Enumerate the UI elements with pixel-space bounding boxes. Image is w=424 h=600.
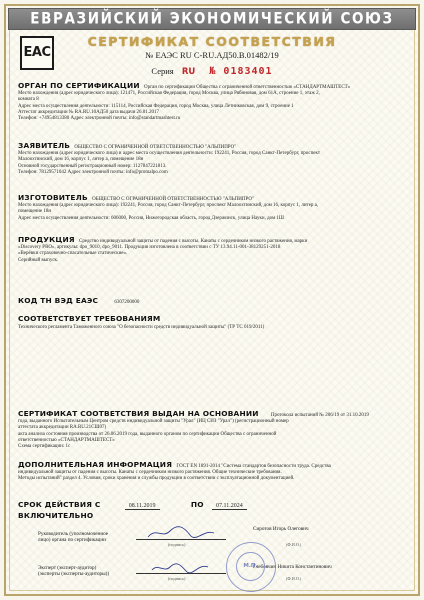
section-tnved: [18, 298, 408, 306]
tnved-head: КОД ТН ВЭД ЕАЭС: [18, 296, 99, 305]
manufacturer-lead: ОБЩЕСТВО С ОГРАНИЧЕННОЙ ОТВЕТСТВЕННОСТЬЮ "АЛЬПИПРО": [92, 197, 254, 202]
product-line: «Верёвки страховочно-спасательные статические».: [18, 251, 128, 257]
section-requirements: [18, 316, 408, 331]
manufacturer-line: Место нахождения (адрес юридического лица): 192241, Россия, город Санкт-Петербург, проспект Малоохтинский, дом 16, корпус 1, литер а,: [18, 203, 319, 209]
section-product: [18, 237, 408, 264]
organ-line: Адрес места осуществления деятельности: 115114, Российская Федерация, город Москва, улица Летниковская, дом 9, строение 1: [18, 103, 294, 109]
series-label: Серия: [151, 66, 174, 76]
validity-head: СРОК ДЕЙСТВИЯ С: [18, 500, 101, 509]
organ-head: ОРГАН ПО СЕРТИФИКАЦИИ: [18, 81, 140, 90]
expert-signature-icon: [150, 560, 210, 576]
requirements-head: СООТВЕТСТВУЕТ ТРЕБОВАНИЯМ: [18, 314, 161, 323]
section-organ: [18, 83, 408, 122]
organ-line: Место нахождения (адрес юридического лица): 121471, Российская Федерация, город Москва, улица Рябиновая, дом 61А, строение 1, этаж 2,: [18, 91, 320, 97]
head-name-caption: (Ф.И.О.): [286, 542, 302, 547]
expert-name-caption: (Ф.И.О.): [286, 576, 302, 581]
section-basis: [18, 411, 408, 450]
product-lead: Средство индивидуальной защиты от падения с высоты. Канаты с сердечником низкого растяжения, марки: [79, 239, 308, 244]
organ-line: Телефон: +74954813380 Адрес электронной почты: info@standartmashtest.ru: [18, 116, 181, 122]
seal-stamp-icon: [226, 542, 276, 592]
manufacturer-line: Адрес места осуществления деятельности: 606000, Россия, Нижегородская область, город Дзержинск, улица Науки, дом 1Ш: [18, 215, 284, 221]
head-signature-icon: [146, 525, 216, 541]
basis-line: Схема сертификации: 1с: [18, 444, 71, 450]
applicant-line: Основной государственный регистрационный номер: 1127847221813.: [18, 163, 167, 169]
basis-head: СЕРТИФИКАТ СООТВЕТСТВИЯ ВЫДАН НА ОСНОВАНИИ: [18, 409, 259, 418]
extra-lead: ГОСТ EN 1891-2014 "Система стандартов безопасности труда. Средства: [176, 464, 331, 469]
extra-head: ДОПОЛНИТЕЛЬНАЯ ИНФОРМАЦИЯ: [18, 460, 173, 469]
head-signer-name: Сиротов Игорь Олегович: [253, 526, 309, 532]
series-number: № 0183401: [209, 66, 273, 77]
applicant-line: Малоохтинский, дом 16, корпус 1, литер а, помещение 18н: [18, 157, 144, 163]
head-signer-label: Руководитель (уполномоченное лицо) органа по сертификации: [38, 531, 109, 543]
organ-lead: Орган по сертификации Общества с ограниченной ответственностью «СТАНДАРТМАШТЕСТ»: [144, 85, 351, 90]
applicant-lead: ОБЩЕСТВО С ОГРАНИЧЕННОЙ ОТВЕТСТВЕННОСТЬЮ "АЛЬПИПРО": [74, 145, 237, 150]
expert-label: Эксперт (эксперт-аудитор) (эксперты (эксперты-аудиторы)): [38, 565, 110, 577]
requirements-line: Технического регламента Таможенного союза "О безопасности средств индивидуальной защиты" (ТР ТС 019/2011): [18, 325, 265, 331]
extra-line: индивидуальной защиты от падения с высоты. Канаты с сердечником низкого растяжения. Общие технические требования.: [18, 470, 282, 476]
registration-number: № ЕАЭС RU С-RU.АД50.В.01482/19: [145, 50, 279, 60]
basis-line: ответственностью «СТАНДАРТМАШТЕСТ»: [18, 437, 115, 443]
eac-logo-icon: EAC: [20, 36, 54, 70]
stamp-mp: М.П.: [236, 552, 265, 581]
section-validity: [18, 502, 408, 521]
applicant-head: ЗАЯВИТЕЛЬ: [18, 141, 71, 150]
manufacturer-head: ИЗГОТОВИТЕЛЬ: [18, 193, 88, 202]
head-sign-caption: (подпись): [168, 542, 186, 547]
validity-inclusive: ВКЛЮЧИТЕЛЬНО: [18, 511, 94, 521]
extra-line: Методы испытаний" раздел 4. Условия, сроки хранения и службы продукции в соответствии с эксплуатационной документацией.: [18, 476, 295, 482]
section-applicant: [18, 143, 408, 176]
applicant-line: Телефон: 78129571042 Адрес электронной почты: info@promalpo.com: [18, 169, 168, 175]
series-line: [0, 66, 424, 77]
union-banner: [8, 8, 416, 30]
validity-to-label: ПО: [190, 500, 204, 509]
product-line: «Discovery PRO», артикулы: dpo_9010, dpo_9011. Продукция изготовлена в соответствии с ТУ 13.94.11-001-38129251-2018: [18, 245, 281, 251]
certificate-title: СЕРТИФИКАТ СООТВЕТСТВИЯ: [87, 34, 337, 49]
applicant-line: Место нахождения (адрес юридического лица) и адрес места осуществления деятельности: 192241, Россия, город Санкт-Петербург, проспект: [18, 151, 321, 157]
valid-to: 07.11.2024: [212, 503, 247, 510]
organ-line: комната 8: [18, 97, 39, 103]
union-title: ЕВРАЗИЙСКИЙ ЭКОНОМИЧЕСКИЙ СОЮЗ: [30, 9, 394, 29]
product-line: Серийный выпуск.: [18, 257, 59, 263]
basis-line: года, выданного Испытательным Центром средств индивидуальной защиты "Урал" (ИЦ СИЗ "Урал") (регистрационный номер: [18, 419, 289, 425]
tnved-value: 6307200000: [114, 300, 140, 305]
basis-line: аттестата аккредитации RA.RU.21СШ07): [18, 425, 107, 431]
basis-lead: Протокола испытаний № 206/19 от 31.10.2019: [270, 413, 369, 418]
signature-block: [18, 526, 408, 595]
series-code: RU: [181, 67, 196, 77]
expert-name: Глебовчин Никита Константинович: [253, 564, 332, 570]
certificate-title-wrap: [0, 33, 424, 51]
product-head: ПРОДУКЦИЯ: [18, 235, 75, 244]
section-extra: [18, 462, 408, 483]
manufacturer-line: помещение 18н: [18, 209, 52, 215]
valid-from: 08.11.2019: [125, 503, 160, 510]
basis-line: акта анализа состояния производства от 26.06.2019 года, выданного органом по сертификации Общества с ограниченной: [18, 431, 277, 437]
expert-sign-caption: (подпись): [168, 576, 186, 581]
section-manufacturer: [18, 195, 408, 222]
organ-line: Аттестат аккредитации № RA.RU.10АД50 дата выдачи 26.01.2017: [18, 109, 160, 115]
